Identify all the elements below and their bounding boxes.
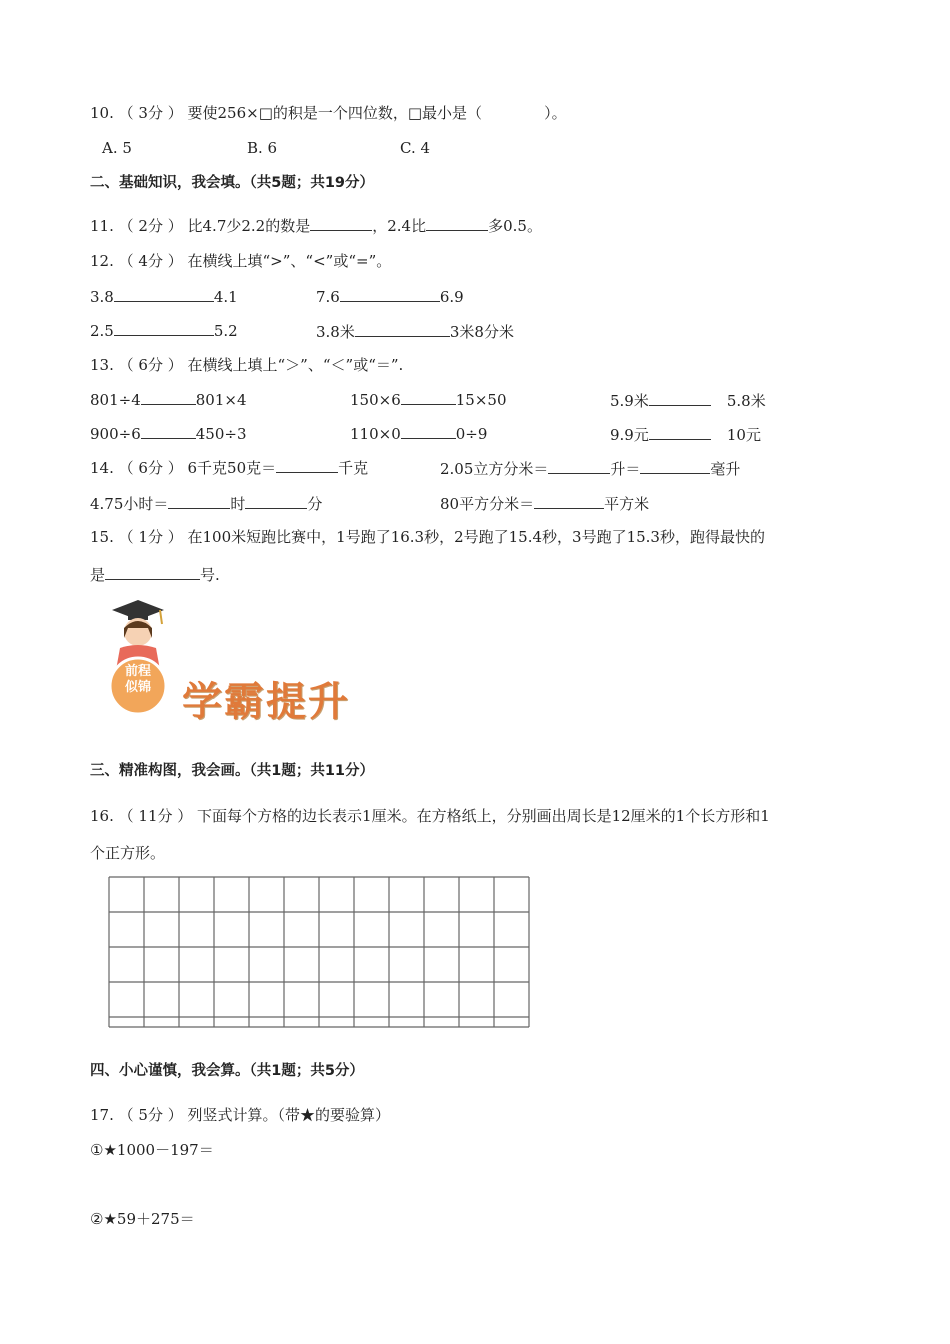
section-2-heading: 二、基础知识，我会填。（共5题；共19分） xyxy=(90,175,375,191)
q12-score: （ 4分 ） xyxy=(118,252,183,270)
question-14: 14. （ 6分 ） 6千克50克＝ 千克 xyxy=(90,459,369,477)
section-4-heading: 四、小心谨慎，我会算。（共1题；共5分） xyxy=(90,1063,364,1079)
q17-item-1: ①★1000－197＝ xyxy=(90,1141,214,1159)
q13-item-2: 150×6 15×50 xyxy=(350,391,507,409)
q10-number: 10. xyxy=(90,104,114,122)
q12-item-4: 3.8米 3米8分米 xyxy=(316,323,514,341)
question-12 xyxy=(90,251,391,271)
q11-blank-1[interactable] xyxy=(310,216,372,231)
q17-score: （ 5分 ） xyxy=(118,1106,183,1124)
q11-score: （ 2分 ） xyxy=(118,217,183,235)
q10-close: ）。 xyxy=(544,104,567,122)
square-grid[interactable] xyxy=(108,876,530,1028)
q13-blank-2[interactable] xyxy=(401,390,456,405)
q14-blank-5[interactable] xyxy=(245,494,307,509)
q12-blank-2[interactable] xyxy=(340,287,440,302)
q10-option-a[interactable]: A. 5 xyxy=(102,139,132,157)
q12-text: 在横线上填“>”、“<”或“=”。 xyxy=(187,252,392,270)
q15-blank[interactable] xyxy=(105,565,200,580)
q13-blank-1[interactable] xyxy=(141,390,196,405)
q13-item-5: 110×0 0÷9 xyxy=(350,425,488,443)
q10-option-b[interactable]: B. 6 xyxy=(247,139,278,157)
q12-number: 12. xyxy=(90,252,114,270)
q16-text: 下面每个方格的边长表示1厘米。在方格纸上，分别画出周长是12厘米的1个长方形和1 xyxy=(197,807,770,825)
q13-item-4: 900÷6 450÷3 xyxy=(90,425,247,443)
q13-blank-5[interactable] xyxy=(401,424,456,439)
q17-item-2: ②★59＋275＝ xyxy=(90,1210,195,1228)
q16-line-2: 个正方形。 xyxy=(90,844,166,862)
question-11 xyxy=(90,216,542,236)
banner-title: 学霸提升 xyxy=(182,679,350,725)
question-10 xyxy=(90,103,567,123)
q12-item-1: 3.8 4.1 xyxy=(90,288,238,306)
q15-text: 在100米短跑比赛中，1号跑了16.3秒，2号跑了15.4秒，3号跑了15.3秒，跑得最快的 xyxy=(187,528,765,546)
q10-text: 要使256×□的积是一个四位数，□最小是（ xyxy=(187,104,483,122)
q13-blank-4[interactable] xyxy=(141,424,196,439)
q13-text: 在横线上填上“＞”、“＜”或“＝”. xyxy=(187,356,404,374)
q11-number: 11. xyxy=(90,217,114,235)
q14-score: （ 6分 ） xyxy=(118,459,183,477)
question-13 xyxy=(90,355,403,375)
q14-item-c: 4.75小时＝ 时 分 xyxy=(90,495,323,513)
q15-line-2: 是 号. xyxy=(90,566,220,584)
q10-score: （ 3分 ） xyxy=(118,104,183,122)
q12-blank-4[interactable] xyxy=(355,322,450,337)
q10-option-c[interactable]: C. 4 xyxy=(400,139,431,157)
study-banner xyxy=(90,598,410,723)
q17-text: 列竖式计算。（带★的要验算） xyxy=(187,1106,391,1124)
q13-item-6: 9.9元 10元 xyxy=(610,426,761,444)
q14-item-d: 80平方分米＝ 平方米 xyxy=(440,495,650,513)
q13-number: 13. xyxy=(90,356,114,374)
q14-blank-3[interactable] xyxy=(640,459,710,474)
q13-item-3: 5.9米 5.8米 xyxy=(610,392,766,410)
banner-badge-text: 前程 似锦 xyxy=(124,664,151,695)
question-16 xyxy=(90,806,770,826)
q12-blank-3[interactable] xyxy=(114,321,214,336)
q17-number: 17. xyxy=(90,1106,114,1124)
question-17 xyxy=(90,1105,390,1125)
q14-blank-2[interactable] xyxy=(548,459,610,474)
q12-blank-1[interactable] xyxy=(114,287,214,302)
q14-blank-4[interactable] xyxy=(168,494,230,509)
q14-number: 14. xyxy=(90,459,114,477)
q11-text-a: 比4.7少2.2的数是 xyxy=(187,217,311,235)
q13-item-1: 801÷4 801×4 xyxy=(90,391,247,409)
q14-blank-6[interactable] xyxy=(534,494,604,509)
q14-item-b: 2.05立方分米＝ 升＝ 毫升 xyxy=(440,460,741,478)
q12-item-2: 7.6 6.9 xyxy=(316,288,464,306)
q11-blank-2[interactable] xyxy=(426,216,488,231)
q13-score: （ 6分 ） xyxy=(118,356,183,374)
section-3-heading: 三、精准构图，我会画。（共1题；共11分） xyxy=(90,763,375,779)
question-15 xyxy=(90,527,765,547)
q11-text-b: ，2.4比 xyxy=(372,217,427,235)
q14-blank-1[interactable] xyxy=(276,458,338,473)
q13-blank-3[interactable] xyxy=(649,391,711,406)
q11-text-c: 多0.5。 xyxy=(488,217,542,235)
q16-number: 16. xyxy=(90,807,114,825)
q15-number: 15. xyxy=(90,528,114,546)
q15-score: （ 1分 ） xyxy=(118,528,183,546)
q16-score: （ 11分 ） xyxy=(118,807,193,825)
q12-item-3: 2.5 5.2 xyxy=(90,322,238,340)
q13-blank-6[interactable] xyxy=(649,425,711,440)
